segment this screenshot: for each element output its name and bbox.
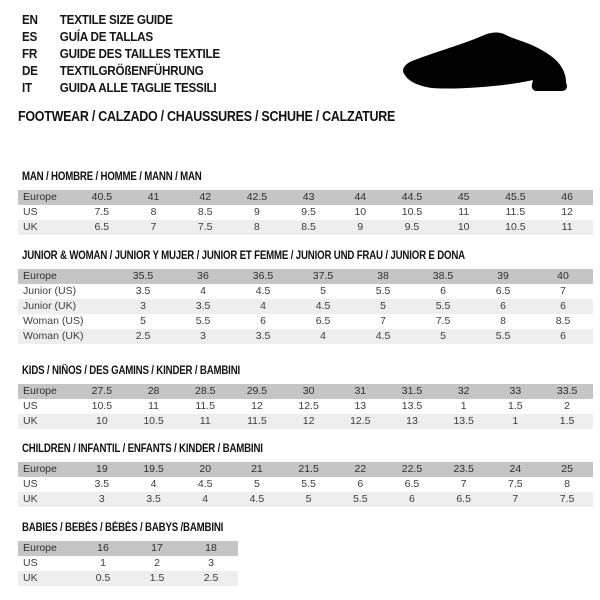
size-cell: 10 [354, 206, 367, 218]
size-cell: 4 [293, 329, 353, 344]
language-code: DE [22, 63, 38, 78]
size-cell: 5.5 [334, 492, 386, 507]
language-label: TEXTILE SIZE GUIDE [59, 12, 173, 27]
size-cell: 38.5 [413, 269, 473, 284]
size-cell: 3.5 [135, 285, 151, 297]
language-code: EN [22, 12, 38, 27]
size-cell: 12 [283, 414, 335, 429]
size-cell: 1.5 [130, 571, 184, 586]
size-cell: 4 [233, 299, 293, 314]
size-cell: 13 [354, 400, 367, 412]
language-code: FR [22, 46, 38, 61]
size-cell: 32 [438, 384, 490, 399]
size-cell: 7 [460, 478, 467, 490]
size-cell: 21.5 [283, 462, 335, 477]
size-cell: 27.5 [76, 384, 128, 399]
row-label: Europe [18, 269, 113, 284]
size-cell: 5.5 [473, 329, 533, 344]
table-row [18, 269, 593, 284]
table-row [18, 556, 238, 571]
size-cell: 9.5 [386, 220, 438, 235]
row-label: US [23, 478, 38, 490]
size-cell: 4.5 [353, 329, 413, 344]
size-cell: 2.5 [113, 329, 173, 344]
size-cell: 20 [179, 462, 231, 477]
size-cell: 6.5 [315, 315, 331, 327]
size-cell: 4.5 [293, 299, 353, 314]
row-label: Junior (UK) [18, 299, 113, 314]
size-cell: 6.5 [495, 285, 511, 297]
section-title: MAN / HOMBRE / HOMME / MANN / MAN [22, 171, 202, 183]
size-cell: 28 [128, 384, 180, 399]
size-cell: 37.5 [293, 269, 353, 284]
size-cell: 7.5 [94, 206, 110, 218]
size-cell: 10.5 [490, 220, 542, 235]
size-section [18, 365, 593, 429]
size-cell: 11.5 [231, 414, 283, 429]
size-cell: 29.5 [231, 384, 283, 399]
row-label: US [23, 557, 38, 569]
size-section [18, 171, 593, 235]
size-cell: 31.5 [386, 384, 438, 399]
row-label: Europe [18, 541, 76, 556]
size-cell: 7.5 [179, 220, 231, 235]
size-cell: 2.5 [184, 571, 238, 586]
table-row [18, 571, 238, 586]
size-cell: 13.5 [438, 414, 490, 429]
size-cell: 5 [140, 315, 146, 327]
table-row [18, 220, 593, 235]
size-cell: 12.5 [334, 414, 386, 429]
size-cell: 8.5 [283, 220, 335, 235]
size-cell: 42 [179, 190, 231, 205]
size-cell: 25 [541, 462, 593, 477]
size-cell: 3.5 [173, 299, 233, 314]
language-list [22, 11, 242, 96]
size-cell: 5.5 [413, 299, 473, 314]
size-cell: 11.5 [195, 400, 216, 412]
category-title: FOOTWEAR / CALZADO / CHAUSSURES / SCHUHE / CALZATURE [18, 109, 396, 125]
size-cell: 4.5 [197, 478, 213, 490]
language-label: GUÍA DE TALLAS [59, 29, 153, 44]
size-cell: 13.5 [401, 400, 423, 412]
size-cell: 8 [564, 478, 571, 490]
row-label: UK [18, 492, 76, 507]
size-cell: 43 [283, 190, 335, 205]
table-row [18, 541, 238, 556]
size-cell: 7.5 [435, 315, 451, 327]
size-section [18, 443, 593, 507]
language-label: TEXTILGRÖßENFÜHRUNG [59, 63, 204, 78]
table-row [18, 462, 593, 477]
size-table [18, 190, 593, 235]
size-cell: 11 [458, 206, 470, 218]
table-row [18, 284, 593, 299]
size-cell: 18 [184, 541, 238, 556]
size-cell: 21 [231, 462, 283, 477]
size-cell: 39 [473, 269, 533, 284]
row-label: Europe [18, 462, 76, 477]
language-label: GUIDA ALLE TAGLIE TESSILI [59, 80, 217, 95]
size-cell: 42.5 [231, 190, 283, 205]
size-cell: 6 [440, 285, 446, 297]
size-cell: 12.5 [298, 400, 319, 412]
size-cell: 11 [179, 414, 231, 429]
size-cell: 44.5 [386, 190, 438, 205]
size-cell: 2 [154, 557, 160, 569]
size-cell: 8 [150, 206, 157, 218]
size-cell: 10.5 [91, 400, 113, 412]
size-cell: 31 [334, 384, 386, 399]
size-cell: 19.5 [128, 462, 180, 477]
language-code: ES [22, 29, 38, 44]
size-cell: 35.5 [113, 269, 173, 284]
size-cell: 22.5 [386, 462, 438, 477]
size-cell: 10.5 [401, 206, 423, 218]
size-cell: 5.5 [375, 285, 391, 297]
row-label: Europe [18, 384, 76, 399]
size-table [18, 462, 593, 507]
size-cell: 6 [386, 492, 438, 507]
size-cell: 4 [150, 478, 157, 490]
size-cell: 6 [533, 299, 593, 314]
size-cell: 12 [561, 206, 573, 218]
size-cell: 3 [208, 557, 214, 569]
size-section [18, 522, 238, 586]
size-cell: 10 [438, 220, 490, 235]
size-cell: 3.5 [94, 478, 110, 490]
language-row [22, 28, 220, 45]
table-row [18, 414, 593, 429]
size-cell: 5.5 [195, 315, 211, 327]
size-cell: 6 [533, 329, 593, 344]
size-cell: 44 [334, 190, 386, 205]
table-row [18, 190, 593, 205]
size-cell: 30 [283, 384, 335, 399]
size-cell: 9 [253, 206, 260, 218]
size-table [18, 541, 238, 586]
row-label: US [23, 400, 38, 412]
size-cell: 2 [564, 400, 571, 412]
table-row [18, 399, 593, 414]
size-cell: 4.5 [231, 492, 283, 507]
size-cell: 13 [386, 414, 438, 429]
row-label: Woman (US) [23, 315, 84, 327]
size-table [18, 384, 593, 429]
size-cell: 4 [179, 492, 231, 507]
language-label: GUIDE DES TAILLES TEXTILE [59, 46, 220, 61]
size-cell: 11.5 [505, 206, 526, 218]
size-cell: 6.5 [76, 220, 128, 235]
section-title: CHILDREN / INFANTIL / ENFANTS / KINDER / BAMBINI [22, 443, 263, 455]
table-row [18, 384, 593, 399]
size-cell: 5 [253, 478, 260, 490]
size-cell: 8.5 [555, 315, 571, 327]
size-cell: 28.5 [179, 384, 231, 399]
table-row [18, 329, 593, 344]
size-cell: 38 [353, 269, 413, 284]
size-cell: 41 [128, 190, 180, 205]
size-cell: 45.5 [490, 190, 542, 205]
size-cell: 5 [353, 299, 413, 314]
size-cell: 17 [130, 541, 184, 556]
size-cell: 4.5 [255, 285, 271, 297]
size-cell: 19 [76, 462, 128, 477]
size-cell: 5 [320, 285, 326, 297]
size-cell: 6 [473, 299, 533, 314]
size-cell: 33.5 [541, 384, 593, 399]
size-cell: 7.5 [541, 492, 593, 507]
table-row [18, 477, 593, 492]
size-cell: 40.5 [76, 190, 128, 205]
size-cell: 1 [100, 557, 106, 569]
size-cell: 7 [380, 315, 386, 327]
size-section [18, 250, 593, 344]
size-cell: 7 [128, 220, 180, 235]
language-code: IT [22, 80, 32, 95]
size-cell: 1.5 [508, 400, 523, 412]
size-cell: 45 [438, 190, 490, 205]
size-cell: 7 [490, 492, 542, 507]
size-cell: 7.5 [508, 478, 523, 490]
row-label: Europe [18, 190, 76, 205]
size-cell: 33 [490, 384, 542, 399]
language-row [22, 11, 220, 28]
size-cell: 24 [490, 462, 542, 477]
table-row [18, 314, 593, 329]
language-row [22, 45, 220, 62]
size-cell: 11 [541, 220, 593, 235]
size-cell: 6 [260, 315, 266, 327]
size-cell: 3 [173, 329, 233, 344]
size-table [18, 269, 593, 344]
size-cell: 9 [334, 220, 386, 235]
size-cell: 16 [76, 541, 130, 556]
size-cell: 22 [334, 462, 386, 477]
size-cell: 11 [148, 400, 159, 412]
size-cell: 5.5 [301, 478, 316, 490]
size-cell: 6.5 [404, 478, 420, 490]
size-cell: 40 [533, 269, 593, 284]
size-cell: 1.5 [541, 414, 593, 429]
size-cell: 8 [231, 220, 283, 235]
size-cell: 46 [541, 190, 593, 205]
size-cell: 23.5 [438, 462, 490, 477]
size-cell: 6 [357, 478, 364, 490]
size-cell: 10 [76, 414, 128, 429]
language-row [22, 62, 220, 79]
size-cell: 36 [173, 269, 233, 284]
size-cell: 12 [251, 400, 263, 412]
size-cell: 10.5 [128, 414, 180, 429]
section-title: BABIES / BEBÉS / BÉBÉS / BABYS /BAMBINI [22, 522, 224, 534]
size-cell: 5 [283, 492, 335, 507]
size-cell: 1 [490, 414, 542, 429]
size-cell: 3 [113, 299, 173, 314]
row-label: UK [18, 571, 76, 586]
size-cell: 9.5 [301, 206, 316, 218]
table-row [18, 492, 593, 507]
size-cell: 7 [560, 285, 566, 297]
row-label: Junior (US) [23, 285, 77, 297]
size-cell: 3.5 [128, 492, 180, 507]
row-label: Woman (UK) [18, 329, 113, 344]
size-cell: 3.5 [233, 329, 293, 344]
table-row [18, 205, 593, 220]
size-cell: 36.5 [233, 269, 293, 284]
table-row [18, 299, 593, 314]
size-cell: 8 [500, 315, 506, 327]
row-label: UK [18, 220, 76, 235]
row-label: US [23, 206, 38, 218]
language-row [22, 79, 220, 96]
section-title: JUNIOR & WOMAN / JUNIOR Y MUJER / JUNIOR ET FEMME / JUNIOR UND FRAU / JUNIOR E DONA [22, 250, 465, 262]
size-cell: 4 [200, 285, 206, 297]
size-cell: 1 [460, 400, 467, 412]
section-title: KIDS / NIÑOS / DES GAMINS / KINDER / BAMBINI [22, 365, 241, 377]
size-cell: 0.5 [76, 571, 130, 586]
size-cell: 5 [413, 329, 473, 344]
row-label: UK [18, 414, 76, 429]
shoe-icon [399, 31, 581, 95]
size-cell: 3 [76, 492, 128, 507]
size-cell: 8.5 [197, 206, 213, 218]
size-cell: 6.5 [438, 492, 490, 507]
